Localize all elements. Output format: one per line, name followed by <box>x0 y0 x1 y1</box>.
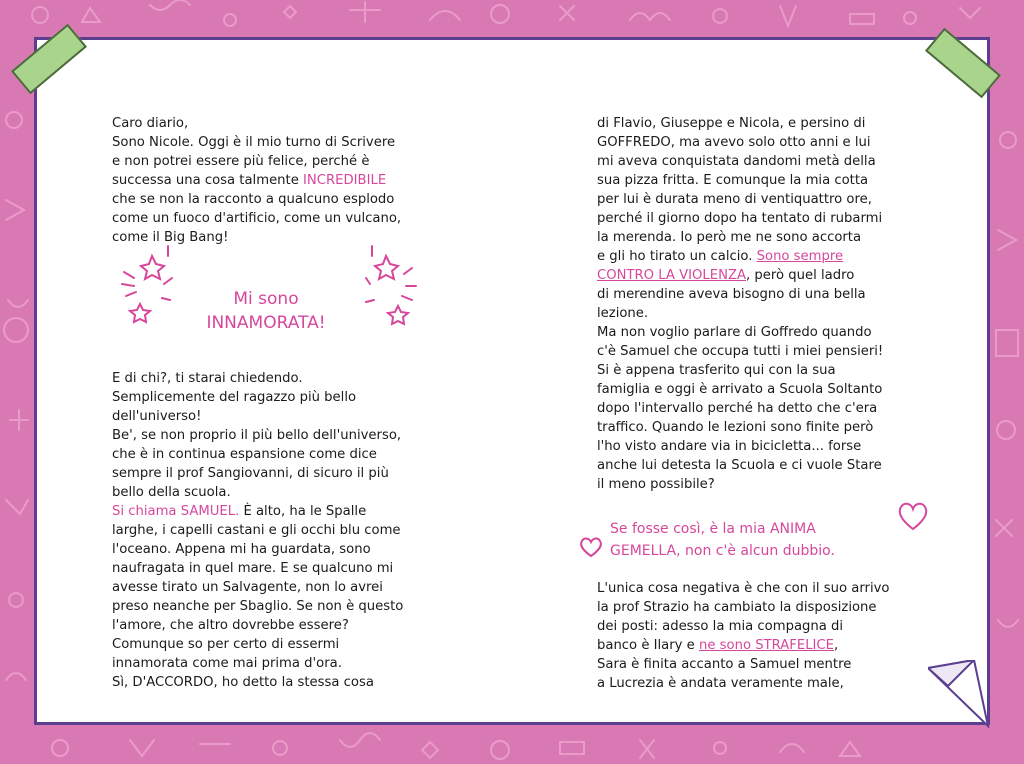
left-paragraph-2: E di chi?, ti starai chiedendo. Semplicemente del ragazzo più bello dell'universo! Be', se non proprio il più bello dell'universo, che è in continua espansione come dice sempre il prof Sangiovanni, di sicuro il più bello della scuola. Si chiama SAMUEL. È alto, ha le Spalle larghe, i capelli castani e gli occhi blu come l'oceano. Appena mi ha guardata, sono naufragata in quel mare. E se qualcuno mi avesse tirato un Salvagente, non lo avrei preso neanche per Sbaglio. Se non è questo l'amore, che altro dovrebbe essere? Comunque so per certo di essermi innamorata come mai prima d'ora. Sì, D'ACCORDO, ho detto la stessa cosa <box>112 371 404 690</box>
heart-icon <box>578 535 604 559</box>
highlight-sono-sempre: Sono sempre <box>756 249 844 264</box>
right-paragraph-1: di Flavio, Giuseppe e Nicola, e persino di GOFFREDO, ma avevo solo otto anni e lui mi aveva conquistata dandomi metà della sua pizza fritta. E comunque la mia cotta per lui è durata meno di ventiquattro ore, perché il giorno dopo ha tentato di rubarmi la merenda. Io però me ne sono accorta e gli ho tirato un calcio. Sono sempre CONTRO LA VIOLENZA, però quel ladro di merendine aveva bisogno di una bella lezione. Ma non voglio parlare di Goffredo quando c'è Samuel che occupa tutti i miei pensieri! Si è appena trasferito qui con la sua famiglia e oggi è arrivato a Scuola Soltanto dopo l'intervallo perché ha detto che c'era traffico. Quando le lezioni sono finite però l'ho visto andare via in bicicletta... forse anche lui detesta la Scuola e ci vuole Stare il meno possibile? <box>597 116 884 492</box>
highlight-strafelice: ne sono STRAFELICE <box>698 638 834 653</box>
callout-innamorata: Mi sono INNAMORATA! <box>206 289 326 333</box>
sparkle-right-icon <box>364 244 420 334</box>
highlight-contro-la-violenza: CONTRO LA VIOLENZA <box>597 268 746 283</box>
sparkle-left-icon <box>118 244 174 334</box>
highlight-incredibile: INCREDIBILE <box>303 173 387 188</box>
right-paragraph-3: L'unica cosa negativa è che con il suo arrivo la prof Strazio ha cambiato la disposizione dei posti: adesso la mia compagna di banco è Ilary e ne sono STRAFELICE, Sara è finita accanto a Samuel mentre a Lucrezia è andata veramente male, <box>597 581 890 691</box>
heart-icon <box>896 500 930 532</box>
folded-corner <box>928 660 990 728</box>
highlight-samuel: Si chiama SAMUEL. <box>112 504 240 519</box>
callout-anima-gemella: Se fosse così, è la mia ANIMA GEMELLA, non c'è alcun dubbio. <box>610 521 835 559</box>
left-paragraph-1: Caro diario, Sono Nicole. Oggi è il mio turno di Scrivere e non potrei essere più felice, perché è successa una cosa talmente INCREDIBILE che se non la racconto a qualcuno esplodo come un fuoco d'artificio, come un vulcano, come il Big Bang! <box>112 116 402 245</box>
